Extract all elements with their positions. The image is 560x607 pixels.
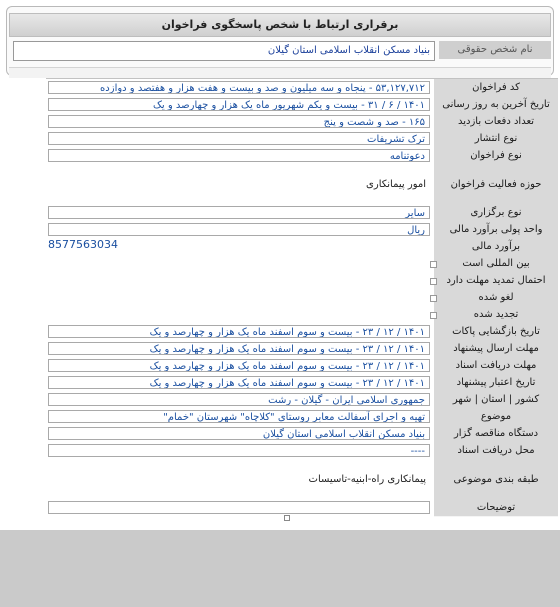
holding-type-field[interactable]: سایر (48, 206, 430, 219)
row-call-code (46, 79, 558, 96)
row-location (46, 391, 558, 408)
call-type-field[interactable]: دعوتنامه (48, 149, 430, 162)
row-validity (46, 374, 558, 391)
row-renewed (46, 306, 558, 323)
call-type-label: نوع فراخوان (434, 147, 558, 165)
validity-field[interactable]: ۱۴۰۱ / ۱۲ / ۲۳ - بیست و سوم اسفند ماه یک هزار و چهارصد و یک (48, 376, 430, 389)
extension-label: احتمال تمدید مهلت دارد (434, 272, 558, 290)
row-description (46, 499, 558, 516)
renewed-checkbox[interactable] (430, 312, 437, 319)
international-checkbox[interactable] (430, 261, 437, 268)
row-organizer (46, 425, 558, 442)
footer-area (0, 530, 560, 607)
envelope-opening-field[interactable]: ۱۴۰۱ / ۱۲ / ۲۳ - بیست و سوم اسفند ماه یک هزار و چهارصد و یک (48, 325, 430, 338)
validity-label: تاریخ اعتبار پیشنهاد (434, 374, 558, 392)
estimate-label: برآورد مالی (434, 238, 558, 256)
document-deadline-field[interactable]: ۱۴۰۱ / ۱۲ / ۲۳ - بیست و سوم اسفند ماه یک هزار و چهارصد و یک (48, 359, 430, 372)
row-publish-type (46, 130, 558, 147)
receive-place-label: محل دریافت اسناد (434, 442, 558, 460)
row-subject (46, 408, 558, 425)
horizontal-scrollbar[interactable] (9, 67, 551, 78)
description-field[interactable] (48, 501, 430, 514)
international-label: بین المللی است (434, 255, 558, 273)
category-value: پیمانکاری راه-ابنیه-تاسیسات (308, 473, 426, 485)
row-receive-place (46, 442, 558, 459)
row-activity (46, 164, 558, 204)
renewed-label: تجدید شده (434, 306, 558, 324)
category-label: طبقه بندی موضوعی (434, 459, 558, 500)
organizer-field[interactable]: بنیاد مسکن انقلاب اسلامی استان گیلان (48, 427, 430, 440)
row-extension (46, 272, 558, 289)
call-code-label: کد فراخوان (434, 79, 558, 97)
location-label: کشور | استان | شهر (434, 391, 558, 409)
document-deadline-label: مهلت دریافت اسناد (434, 357, 558, 375)
contact-panel (6, 6, 554, 76)
row-submission-deadline (46, 340, 558, 357)
publish-type-field[interactable]: ترک تشریفات (48, 132, 430, 145)
extension-checkbox[interactable] (430, 278, 437, 285)
publish-type-label: نوع انتشار (434, 130, 558, 148)
row-visits (46, 113, 558, 130)
details-table (46, 78, 558, 529)
small-checkbox[interactable] (284, 515, 290, 521)
row-category (46, 459, 558, 499)
legal-person-field[interactable]: بنیاد مسکن انقلاب اسلامی استان گیلان (13, 41, 435, 61)
submission-deadline-field[interactable]: ۱۴۰۱ / ۱۲ / ۲۳ - بیست و سوم اسفند ماه یک هزار و چهارصد و یک (48, 342, 430, 355)
visits-field[interactable]: ۱۶۵ - صد و شصت و پنج (48, 115, 430, 128)
row-estimate (46, 238, 558, 255)
last-update-field[interactable]: ۱۴۰۱ / ۶ / ۳۱ - بیست و یکم شهریور ماه یک هزار و چهارصد و یک (48, 98, 430, 111)
description-label: توضیحات (434, 499, 558, 517)
envelope-opening-label: تاریخ بازگشایی پاکات (434, 323, 558, 341)
cancelled-checkbox[interactable] (430, 295, 437, 302)
subject-label: موضوع (434, 408, 558, 426)
legal-person-label: نام شخص حقوقی (439, 41, 551, 59)
row-currency (46, 221, 558, 238)
activity-label: حوزه فعالیت فراخوان (434, 164, 558, 205)
row-international (46, 255, 558, 272)
location-field[interactable]: جمهوری اسلامی ایران - گیلان - رشت (48, 393, 430, 406)
row-holding-type (46, 204, 558, 221)
call-code-field[interactable]: ۵۳,۱۲۷,۷۱۲ - پنجاه و سه میلیون و صد و بیست و هفت هزار و هفتصد و دوازده (48, 81, 430, 94)
currency-label: واحد پولی برآورد مالی (434, 221, 558, 239)
receive-place-field[interactable]: ---- (48, 444, 430, 457)
row-last-update (46, 96, 558, 113)
row-envelope-opening (46, 323, 558, 340)
cancelled-label: لغو شده (434, 289, 558, 307)
contact-panel-header: برقراری ارتباط با شخص پاسخگوی فراخوان (9, 13, 551, 37)
organizer-label: دستگاه مناقصه گزار (434, 425, 558, 443)
subject-field[interactable]: تهیه و اجرای آسفالت معابر روستای "کلاچاه" شهرستان "خمام" (48, 410, 430, 423)
last-update-label: تاریخ آخرین به روز رسانی (434, 96, 558, 114)
activity-value: امور پیمانکاری (366, 178, 426, 190)
holding-type-label: نوع برگزاری (434, 204, 558, 222)
row-call-type (46, 147, 558, 164)
visits-label: تعداد دفعات بازدید (434, 113, 558, 131)
row-document-deadline (46, 357, 558, 374)
currency-field[interactable]: ریال (48, 223, 430, 236)
estimate-value: 8577563034 (48, 238, 118, 251)
submission-deadline-label: مهلت ارسال پیشنهاد (434, 340, 558, 358)
row-cancelled (46, 289, 558, 306)
